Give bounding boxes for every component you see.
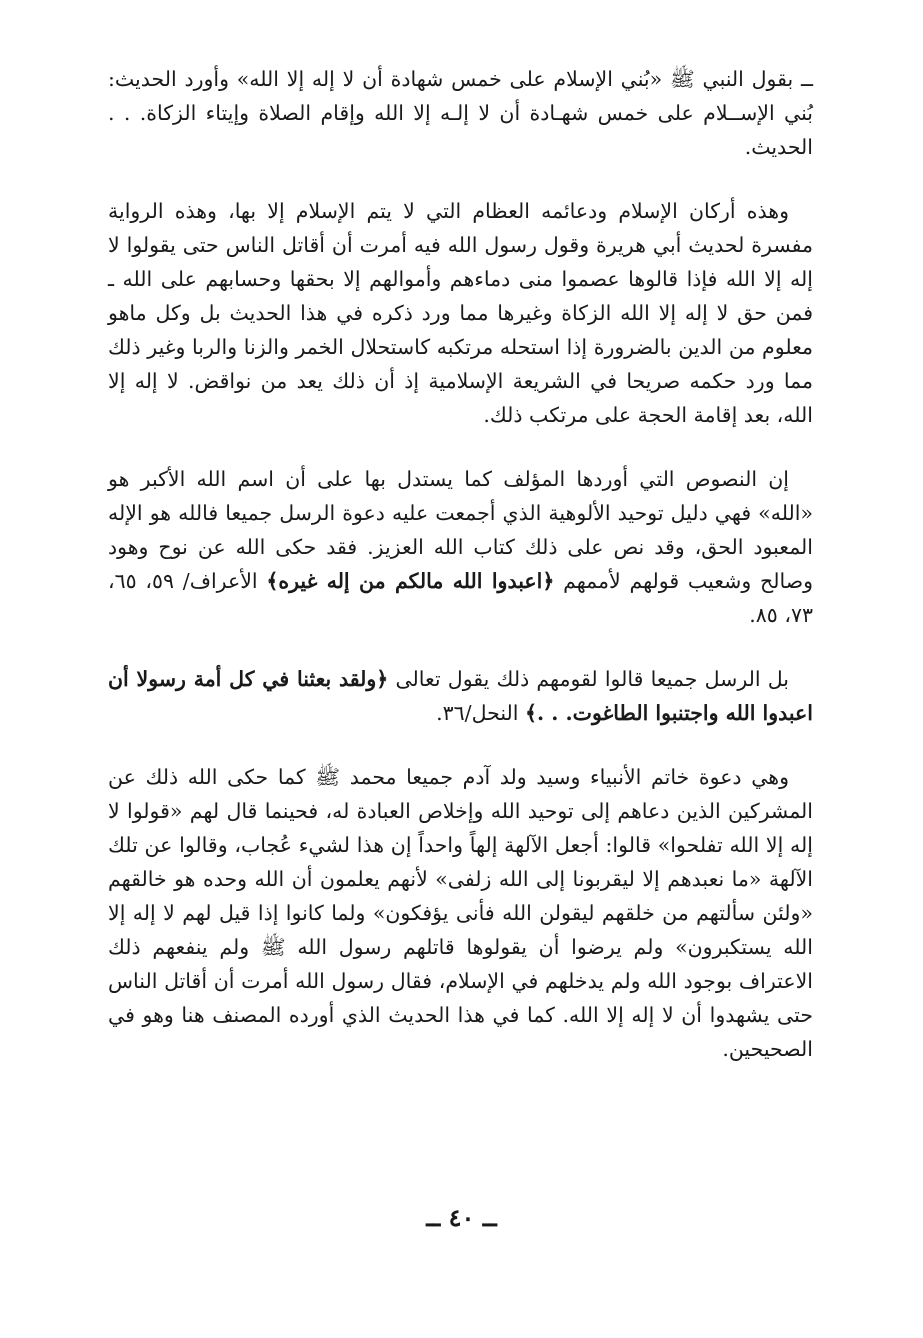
paragraph-messengers	[108, 662, 813, 730]
paragraph-prophet-call: وهي دعوة خاتم الأنبياء وسيد ولد آدم جميعا محمد ﷺ كما حكى الله ذلك عن المشركين الذين دعاهم إلى توحيد الله وإخلاص العبادة له، فحينما قال لهم «قولوا لا إله إلا الله تفلحوا» قالوا: أجعل الآلهة إلهاً واحداً إن هذا لشيء عُجاب، وقالوا عن تلك الآلهة «ما نعبدهم إلا ليقربونا إلى الله زلفى» لأنهم يعلمون أن الله وحده هو خالقهم «ولئن سألتهم من خلقهم ليقولن الله فأنى يؤفكون» ولما كانوا إذا قيل لهم لا إله إلا الله يستكبرون» ولم يرضوا أن يقولوها قاتلهم رسول الله ﷺ ولم ينفعهم ذلك الاعتراف بوجود الله ولم يدخلهم في الإسلام، فقال رسول الله أمرت أن أقاتل الناس حتى يشهدوا أن لا إله إلا الله. كما في هذا الحديث الذي أورده المصنف هنا وهو في الصحيحين.	[108, 765, 813, 1061]
quran-quote: ﴿اعبدوا الله مالكم من إله غيره﴾	[266, 569, 555, 593]
paragraph-text: بل الرسل جميعا قالوا لقومهم ذلك يقول تعالى	[388, 667, 789, 691]
quran-quote: ﴿ولقد بعثنا في كل أمة رسولا أن اعبدوا الله واجتنبوا الطاغوت. . .﴾	[108, 667, 813, 725]
paragraph-text: إن النصوص التي أوردها المؤلف كما يستدل بها على أن اسم الله الأكبر هو «الله» فهي دليل توحيد الألوهية الذي أجمعت عليه دعوة الرسل جميعا فالله هو الإله المعبود الحق، وقد نص على ذلك كتاب الله العزيز. فقد حكى الله عن نوح وهود وصالح وشعيب قولهم لأممهم	[108, 467, 813, 593]
paragraph-pillars-explanation: وهذه أركان الإسلام ودعائمه العظام التي لا يتم الإسلام إلا بها، وهذه الرواية مفسرة لحديث أبي هريرة وقول رسول الله فيه أمرت أن أقاتل الناس حتى يقولوا لا إله إلا الله فإذا قالوها عصموا منى دماءهم وأموالهم إلا بحقها وحسابهم على الله ـ فمن حق لا إله إلا الله الزكاة وغيرها مما ورد ذكره في هذا الحديث بل وكل ماهو معلوم من الدين بالضرورة إذا استحله مرتكبه كاستحلال الخمر والزنا والربا وغير ذلك مما ورد حكمه صريحا في الشريعة الإسلامية إذ أن ذلك يعد من نواقض. لا إله إلا الله، بعد إقامة الحجة على مرتكب ذلك.	[108, 199, 813, 427]
quran-reference: النحل/٣٦.	[436, 701, 525, 725]
quran-reference: الأعراف/ ٥٩، ٦٥، ٧٣، ٨٥.	[108, 569, 813, 627]
paragraph-hadith-pillars: ــ بقول النبي ﷺ «بُني الإسلام على خمس شهادة أن لا إله إلا الله» وأورد الحديث: بُني الإســلام على خمس شهـادة أن لا إلـه إلا الله وإقام الصلاة وإيتاء الزكاة. . . الحديث.	[108, 67, 813, 159]
page-number: ــ ٤٠ ــ	[426, 1203, 497, 1232]
paragraph-tawhid-evidence	[108, 462, 813, 632]
page-body	[108, 62, 813, 1096]
